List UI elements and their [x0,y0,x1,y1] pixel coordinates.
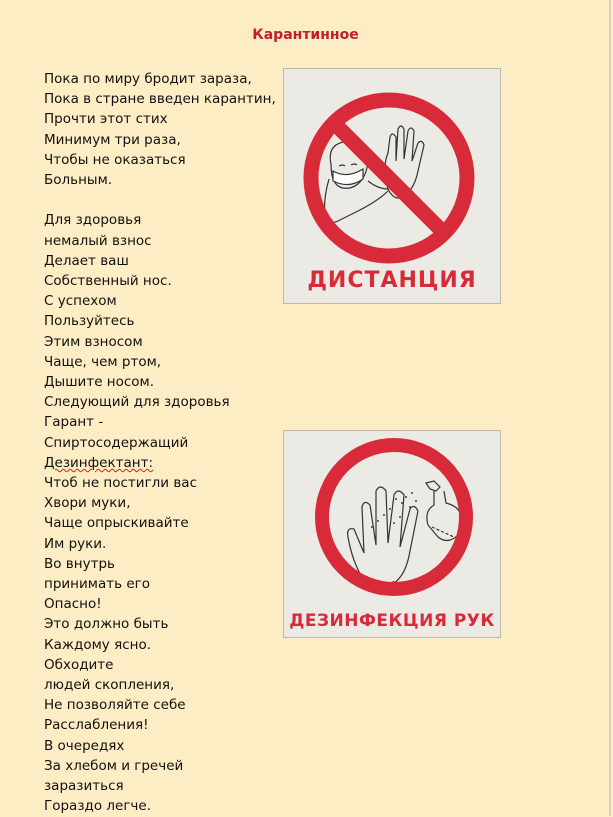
poem-line: Во внутрь [44,555,115,572]
poem-line: Прочти этот стих [44,111,168,128]
poem-line: Дышите носом. [44,374,155,391]
poem-line: Расслабления! [44,717,149,734]
poem-line: Обходите [44,656,114,673]
poem-line: Чаще опрыскивайте [44,515,189,532]
poem-line: Минимум три раза, [44,131,181,148]
poem-line: В очередях [44,737,125,754]
poem-line: Для здоровья [44,212,142,229]
hand-sanitizer-sign-icon [284,431,501,638]
poem-line: Чаще, чем ртом, [44,353,162,370]
poem-line: принимать его [44,576,150,593]
poem-line: Гарант - [44,414,104,431]
poem-line: Больным. [44,172,113,189]
poem-line: Делает ваш [44,252,129,269]
stanza-gap [44,190,279,210]
poster-disinfection-label: ДЕЗИНФЕКЦИЯ РУК [289,611,495,631]
poem-line: Гораздо легче. [44,798,151,815]
poem-line: Чтоб не постигли вас [44,475,198,492]
poem-line: Им руки. [44,535,107,552]
poem-line: За хлебом и гречей [44,757,184,774]
poem [44,69,279,817]
poem-line: Каждому ясно. [44,636,151,653]
poster-disinfection [283,430,501,638]
poem-line: Опасно! [44,596,102,613]
poem-line-spellcheck: Дезинфектант: [44,454,154,471]
page-title: Карантинное [252,27,359,43]
poem-line: Это должно быть [44,616,169,633]
poster-distance [283,68,501,304]
poem-line: Хвори муки, [44,495,131,512]
poem-line: Следующий для здоровья [44,394,230,411]
poem-line: Спиртосодержащий [44,434,189,451]
poem-line: Пользуйтесь [44,313,135,330]
poster-distance-label: ДИСТАНЦИЯ [307,268,477,293]
poem-line: Чтобы не оказаться [44,151,186,168]
poem-line: Собственный нос. [44,273,172,290]
poem-line: Пока по миру бродит зараза, [44,71,252,87]
poem-line: заразиться [44,778,124,795]
poem-line: Этим взносом [44,333,143,350]
poem-line: немалый взнос [44,232,152,249]
poem-line: Пока в стране введен карантин, [44,91,276,108]
poem-line: Не позволяйте себе [44,697,186,714]
poem-line: людей скопления, [44,677,175,694]
poem-line: С успехом [44,293,117,310]
